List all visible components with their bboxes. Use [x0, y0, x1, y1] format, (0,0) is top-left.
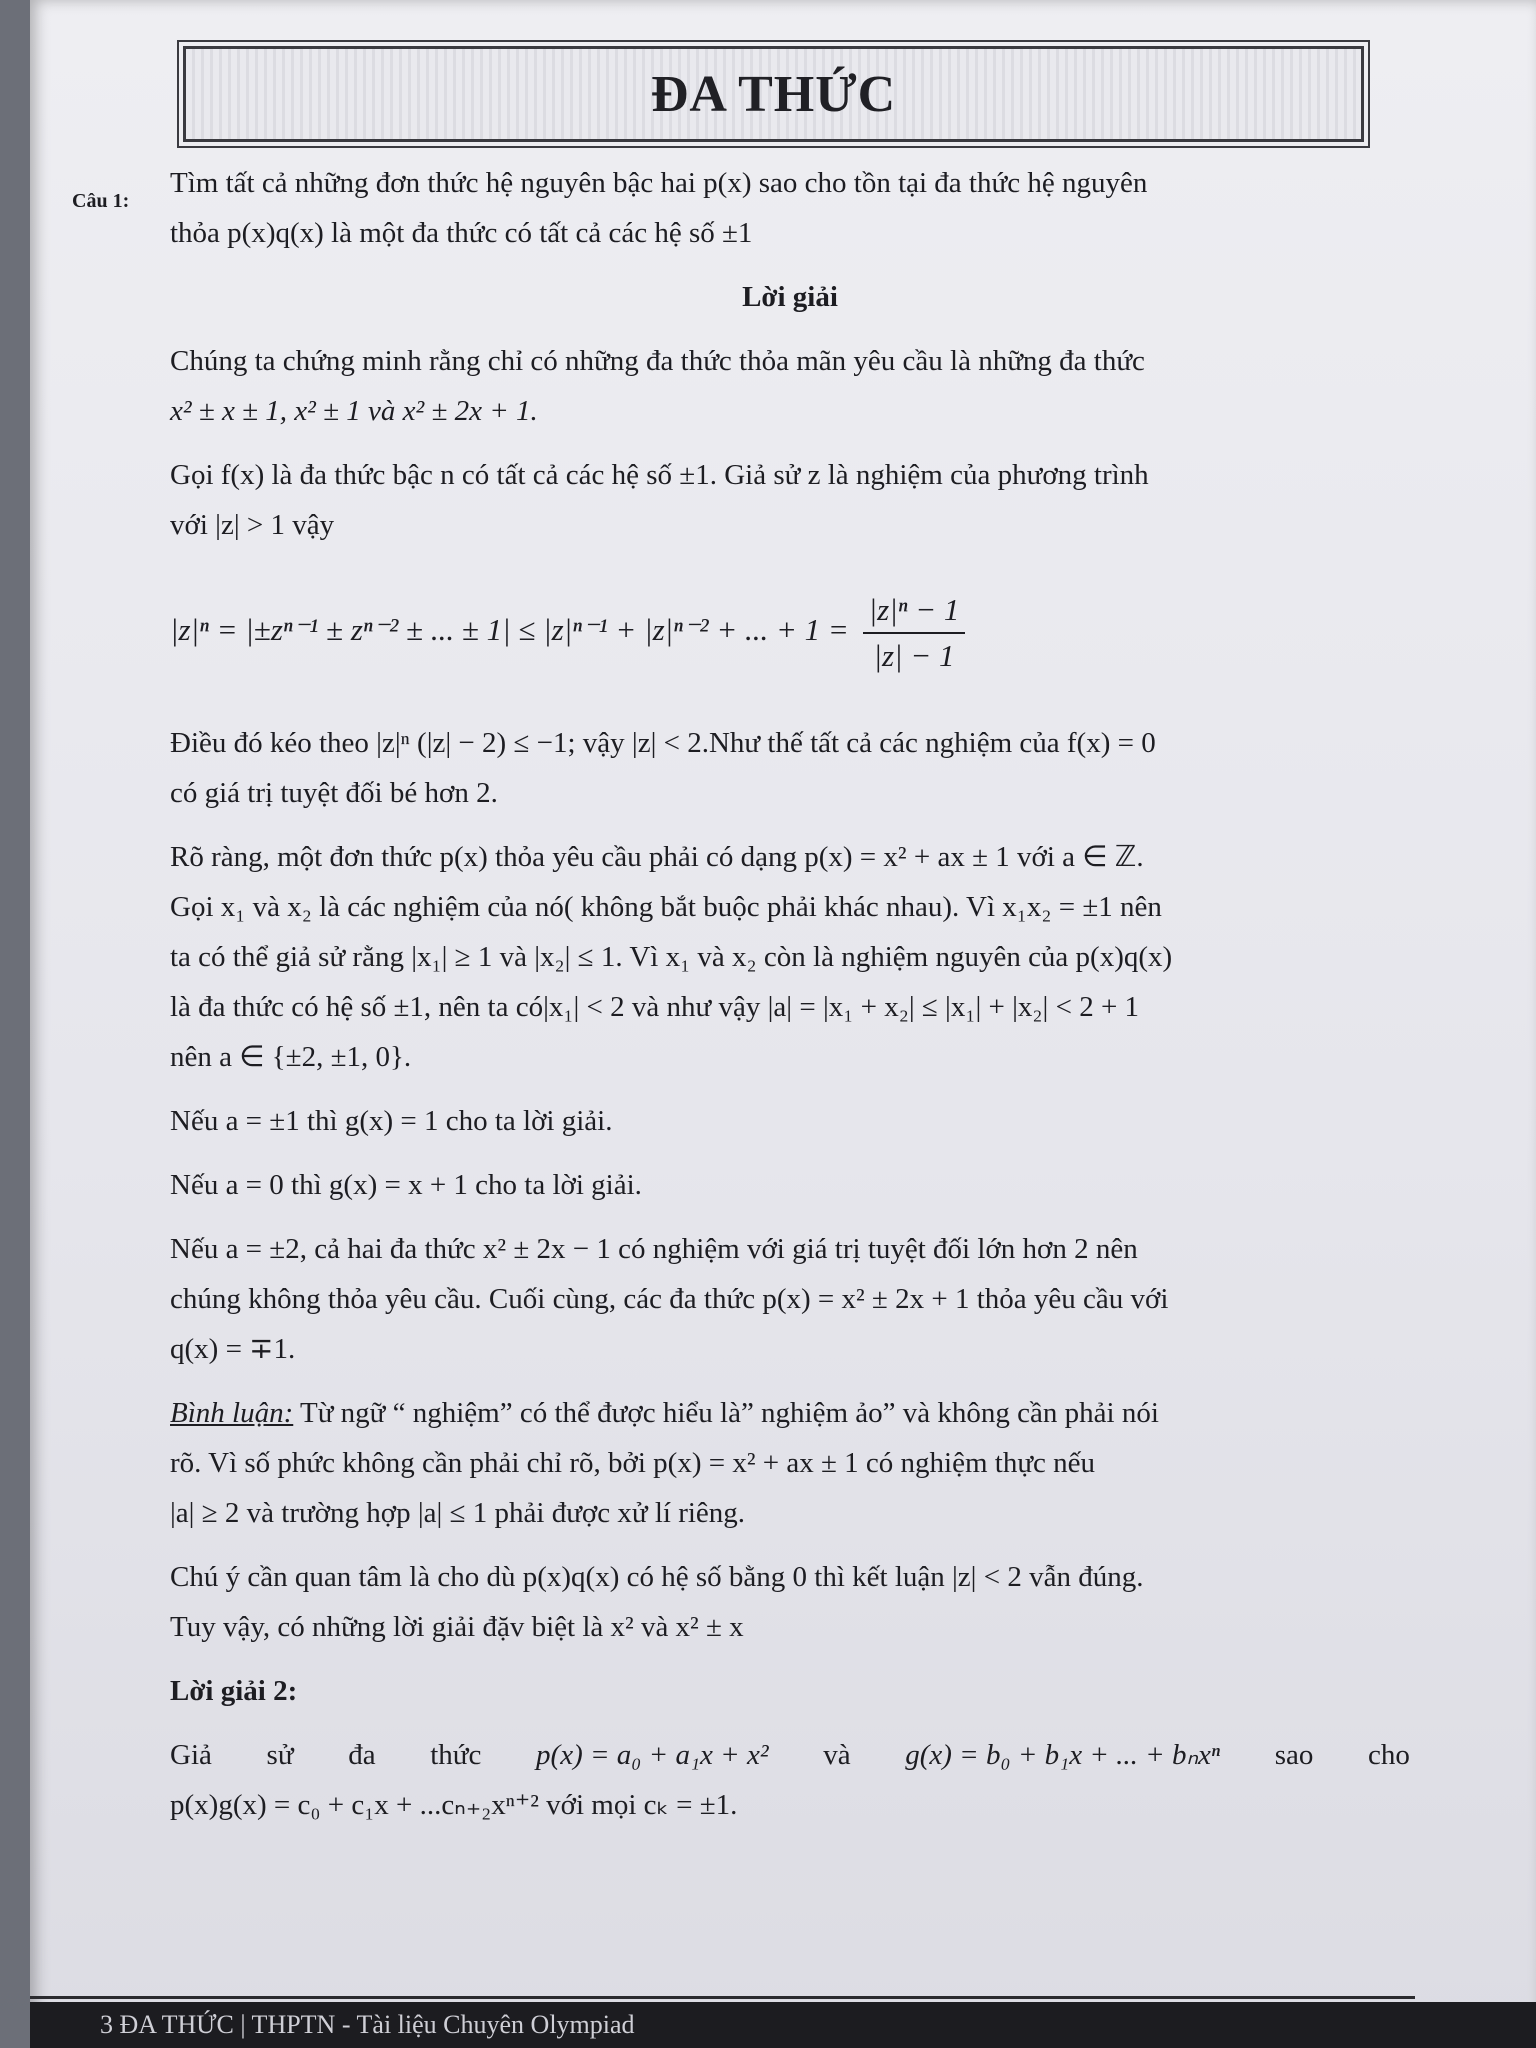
- title-banner: [183, 46, 1364, 142]
- sol2-formula-p: p(x) = a₀ + a₁x + x²: [536, 1739, 769, 1771]
- solution-2-line-2: p(x)g(x) = c₀ + c₁x + ...cₙ₊₂xⁿ⁺² với mọi cₖ = ±1.: [170, 1789, 738, 1821]
- document-page: [30, 0, 1536, 2048]
- page-title: ĐA THỨC: [650, 65, 897, 123]
- question-label: Câu 1:: [72, 190, 130, 212]
- note-paragraph: [170, 1552, 1410, 1652]
- sol2-word: đa: [348, 1739, 376, 1771]
- main-equation: [170, 588, 1410, 678]
- paragraph-1: [170, 336, 1410, 436]
- question-line-1: Tìm tất cả những đơn thức hệ nguyên bậc hai p(x) sao cho tồn tại đa thức hệ nguyên: [170, 167, 1148, 199]
- paragraph-7-line-3: q(x) = ∓1.: [170, 1333, 296, 1365]
- note-line-2: Tuy vậy, có những lời giải đặv biệt là x² và x² ± x: [170, 1611, 744, 1643]
- paragraph-7-line-1: Nếu a = ±2, cả hai đa thức x² ± 2x − 1 có nghiệm với giá trị tuyệt đối lớn hơn 2 nên: [170, 1233, 1138, 1265]
- paragraph-2: [170, 450, 1410, 550]
- solution-2-line-1: [170, 1730, 1410, 1780]
- sol2-word: sao: [1274, 1739, 1314, 1771]
- footer-rule: [30, 1996, 1415, 1999]
- paragraph-4-line-3: ta có thể giả sử rằng |x₁| ≥ 1 và |x₂| ≤ 1. Vì x₁ và x₂ còn là nghiệm nguyên của p(x)q(x): [170, 941, 1173, 973]
- paragraph-1-line-2: x² ± x ± 1, x² ± 1 và x² ± 2x + 1.: [170, 395, 538, 427]
- sol2-word: thức: [430, 1739, 482, 1771]
- comment-line-3: |a| ≥ 2 và trường hợp |a| ≤ 1 phải được xử lí riêng.: [170, 1497, 746, 1529]
- comment-line-2: rõ. Vì số phức không cần phải chỉ rõ, bởi p(x) = x² + ax ± 1 có nghiệm thực nếu: [170, 1447, 1096, 1479]
- paragraph-3-line-2: có giá trị tuyệt đối bé hơn 2.: [170, 777, 498, 809]
- paragraph-7: [170, 1224, 1410, 1374]
- sol2-formula-g: g(x) = b₀ + b₁x + ... + bₙxⁿ: [905, 1739, 1221, 1771]
- paragraph-4: [170, 832, 1410, 1082]
- solution-2-heading: Lời giải 2:: [170, 1675, 298, 1707]
- sol2-word: sử: [266, 1739, 294, 1771]
- comment-line-1: Từ ngữ “ nghiệm” có thể được hiểu là” nghiệm ảo” và không cần phải nói: [293, 1397, 1159, 1429]
- solution-heading: Lời giải: [742, 281, 838, 313]
- paragraph-4-line-5: nên a ∈ {±2, ±1, 0}.: [170, 1041, 412, 1073]
- equation-numerator: |z|ⁿ − 1: [863, 588, 966, 634]
- solution-2-paragraph: [170, 1730, 1410, 1830]
- paragraph-4-line-1: Rõ ràng, một đơn thức p(x) thỏa yêu cầu phải có dạng p(x) = x² + ax ± 1 với a ∈ ℤ.: [170, 841, 1144, 873]
- equation-fraction: [863, 588, 966, 678]
- equation-denominator: |z| − 1: [873, 638, 955, 673]
- footer-text: 3 ĐA THỨC | THPTN - Tài liệu Chuyên Olympiad: [100, 2010, 635, 2039]
- paragraph-7-line-2: chúng không thỏa yêu cầu. Cuối cùng, các đa thức p(x) = x² ± 2x + 1 thỏa yêu cầu với: [170, 1283, 1169, 1315]
- comment-paragraph: [170, 1388, 1410, 1538]
- sol2-word: và: [823, 1739, 851, 1771]
- content-body: [170, 158, 1410, 1830]
- sol2-word: Giả: [170, 1739, 212, 1771]
- question-text: [170, 158, 1410, 258]
- paragraph-3-line-1: Điều đó kéo theo |z|ⁿ (|z| − 2) ≤ −1; vậy |z| < 2.Như thế tất cả các nghiệm của f(x) = 0: [170, 727, 1156, 759]
- sol2-word: cho: [1368, 1739, 1410, 1771]
- paragraph-4-line-2: Gọi x₁ và x₂ là các nghiệm của nó( không bắt buộc phải khác nhau). Vì x₁x₂ = ±1 nên: [170, 891, 1162, 923]
- comment-label: Bình luận:: [170, 1397, 294, 1429]
- paragraph-4-line-4: là đa thức có hệ số ±1, nên ta có|x₁| < 2 và như vậy |a| = |x₁ + x₂| ≤ |x₁| + |x₂| < 2 + 1: [170, 991, 1140, 1023]
- paragraph-3: [170, 718, 1410, 818]
- question-line-2: thỏa p(x)q(x) là một đa thức có tất cả các hệ số ±1: [170, 217, 753, 249]
- paragraph-2-line-1: Gọi f(x) là đa thức bậc n có tất cả các hệ số ±1. Giả sử z là nghiệm của phương trình: [170, 459, 1149, 491]
- equation-lhs: |z|ⁿ = |±zⁿ⁻¹ ± zⁿ⁻² ± ... ± 1| ≤ |z|ⁿ⁻¹ + |z|ⁿ⁻² + ... + 1 =: [170, 612, 849, 648]
- paragraph-6: Nếu a = 0 thì g(x) = x + 1 cho ta lời giải.: [170, 1169, 642, 1201]
- paragraph-2-line-2: với |z| > 1 vậy: [170, 509, 335, 541]
- note-line-1: Chú ý cần quan tâm là cho dù p(x)q(x) có hệ số bằng 0 thì kết luận |z| < 2 vẫn đúng.: [170, 1561, 1144, 1593]
- paragraph-1-line-1: Chúng ta chứng minh rằng chỉ có những đa thức thỏa mãn yêu cầu là những đa thức: [170, 345, 1145, 377]
- paragraph-5: Nếu a = ±1 thì g(x) = 1 cho ta lời giải.: [170, 1105, 613, 1137]
